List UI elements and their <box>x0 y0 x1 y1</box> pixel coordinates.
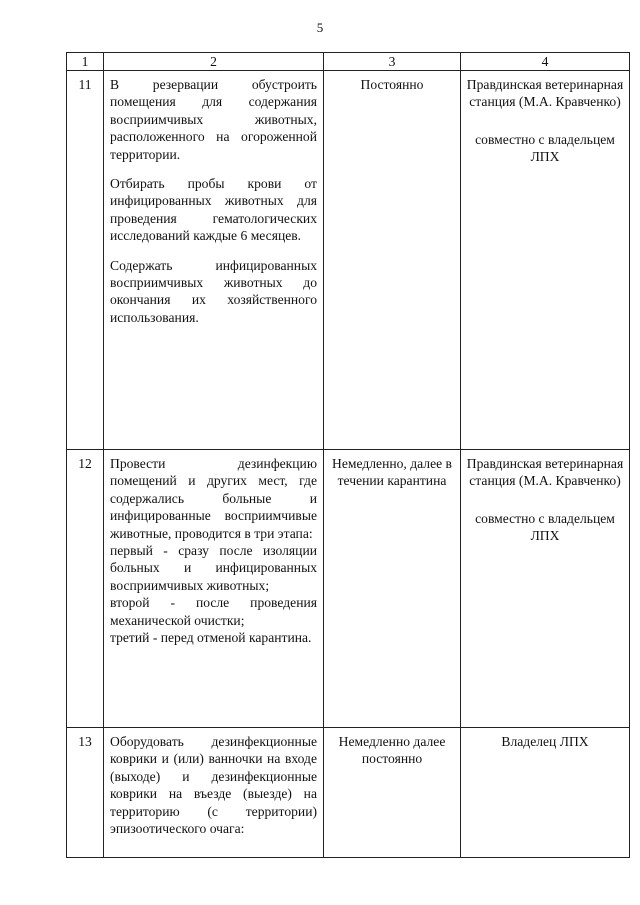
responsible-extra: совместно с владельцем ЛПХ <box>475 131 615 165</box>
term-cell: Немедленно, далее в течении карантина <box>324 450 461 728</box>
responsible-main: Владелец ЛПХ <box>501 734 589 749</box>
action-paragraph: Отбирать пробы крови от инфицированных животных для проведения гематологических исследований каждые 6 месяцев. <box>110 176 317 244</box>
table-header-row <box>67 53 630 71</box>
action-paragraph: Оборудовать дезинфекционные коврики и (или) ванночки на входе (выходе) и дезинфекционные коврики на въезде (выезде) на территорию (с территории) эпизоотического очага: <box>110 734 317 837</box>
measures-table <box>66 52 630 858</box>
action-stage: первый - сразу после изоляции больных и инфицированных восприимчивых животных; <box>110 543 317 593</box>
table-row <box>67 728 630 858</box>
column-header: 2 <box>104 53 324 71</box>
row-number: 12 <box>67 450 104 728</box>
responsible-cell <box>461 728 630 858</box>
responsible-main: Правдинская ветеринарная станция (М.А. Кравченко) <box>466 456 624 489</box>
action-paragraph: Провести дезинфекцию помещений и других мест, где содержались больные и инфицированные восприимчивые животные, проводится в три этапа: <box>110 456 317 541</box>
action-cell <box>104 71 324 450</box>
action-cell <box>104 450 324 728</box>
term-cell: Постоянно <box>324 71 461 450</box>
page-number: 5 <box>316 20 324 35</box>
responsible-extra: совместно с владельцем ЛПХ <box>475 510 615 544</box>
column-header: 3 <box>324 53 461 71</box>
responsible-cell <box>461 71 630 450</box>
action-stage: второй - после проведения механической очистки; <box>110 595 317 628</box>
row-number: 11 <box>67 71 104 450</box>
action-paragraph: В резервации обустроить помещения для содержания восприимчивых животных, расположенного на огороженной территории. <box>110 77 317 162</box>
column-header: 1 <box>67 53 104 71</box>
column-header: 4 <box>461 53 630 71</box>
action-paragraph: Содержать инфицированных восприимчивых животных до окончания их хозяйственного использования. <box>110 257 317 325</box>
responsible-cell <box>461 450 630 728</box>
table-row <box>67 450 630 728</box>
action-stage: третий - перед отменой карантина. <box>110 630 312 646</box>
table-row <box>67 71 630 450</box>
row-number: 13 <box>67 728 104 858</box>
action-cell <box>104 728 324 858</box>
term-cell: Немедленно далее постоянно <box>324 728 461 858</box>
responsible-main: Правдинская ветеринарная станция (М.А. Кравченко) <box>466 77 624 110</box>
